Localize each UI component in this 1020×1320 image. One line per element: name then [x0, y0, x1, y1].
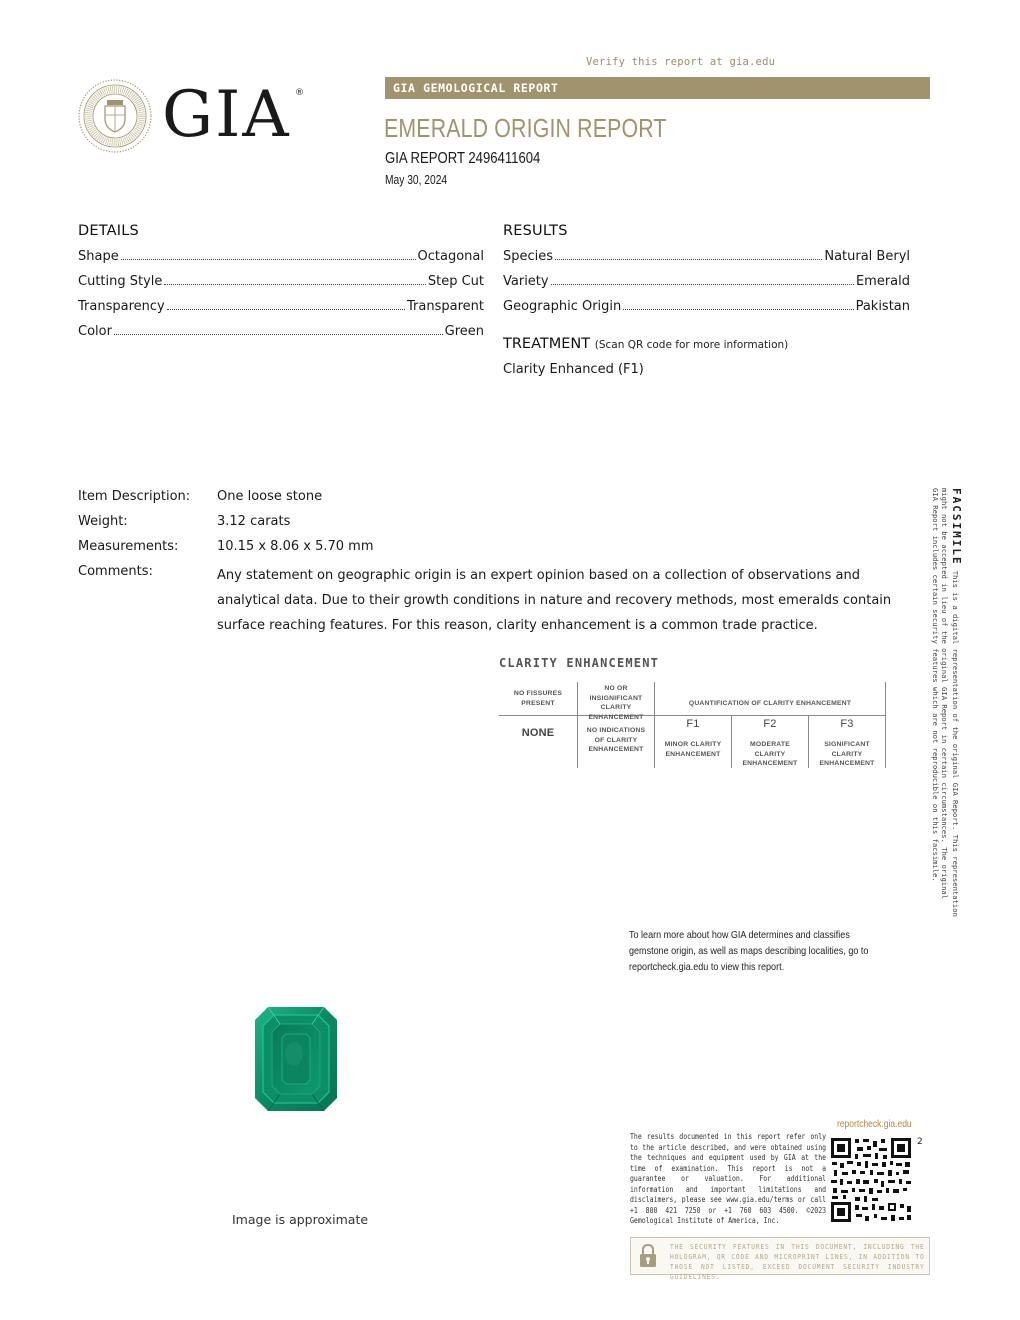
result-row-species — [503, 249, 910, 274]
grade-f1-desc: MINOR CLARITY ENHANCEMENT — [664, 741, 722, 758]
report-date: May 30, 2024 — [385, 173, 448, 187]
results-list — [503, 249, 910, 324]
security-notice-text: THE SECURITY FEATURES IN THIS DOCUMENT, INCLUDING THE HOLOGRAM, QR CODE AND MICROPRINT LINES, IN ADDITION TO THOSE NOT LISTED, EXCEED DOCUMENT SECURITY INDUSTRY GUIDELINES. — [670, 1242, 925, 1281]
details-list — [78, 249, 484, 349]
detail-value: Green — [444, 324, 484, 339]
grade-f2-code: F2 — [763, 718, 777, 730]
treatment-value: Clarity Enhanced (F1) — [503, 362, 644, 377]
verify-text: Verify this report at gia.edu — [586, 56, 776, 68]
weight-label: Weight: — [78, 514, 128, 529]
gia-wordmark: GIA — [162, 78, 291, 152]
quant-header: QUANTIFICATION OF CLARITY ENHANCEMENT — [688, 700, 852, 707]
clarity-chart-title: CLARITY ENHANCEMENT — [499, 656, 660, 670]
lock-icon — [638, 1243, 658, 1269]
treatment-heading — [503, 336, 788, 352]
col1-header: NO FISSURES PRESENT — [513, 690, 563, 707]
detail-row-color — [78, 324, 484, 349]
facsimile-title: FACSIMILE — [950, 488, 963, 566]
facsimile-notice — [931, 488, 968, 917]
registered-mark: ® — [295, 88, 304, 98]
facsimile-line-1: This is a digital representation of the original GIA Report. This representation — [951, 570, 960, 917]
item-description-label: Item Description: — [78, 489, 191, 504]
col2-value: NO INDICATIONS OF CLARITY ENHANCEMENT — [586, 727, 646, 753]
detail-value: Transparent — [407, 299, 484, 314]
grade-f3-code: F3 — [840, 718, 854, 730]
detail-row-shape — [78, 249, 484, 274]
col2-header: NO OR INSIGNIFICANT CLARITY ENHANCEMENT — [588, 685, 644, 721]
report-title: EMERALD ORIGIN REPORT — [384, 113, 667, 143]
treatment-title: TREATMENT — [503, 336, 591, 352]
detail-label: Color — [78, 324, 112, 339]
detail-value: Octagonal — [417, 249, 484, 264]
clarity-chart — [499, 682, 886, 768]
treatment-note: (Scan QR code for more information) — [594, 339, 789, 351]
emerald-image — [254, 1006, 338, 1112]
report-number: GIA REPORT 2496411604 — [385, 150, 541, 167]
comments-value: Any statement on geographic origin is an expert opinion based on a collection of observations and analytical data. Due to their growth conditions in nature and recovery methods, most emeralds contain surface reaching features. For this reason, clarity enhancement is a common trade practice. — [217, 568, 892, 633]
qr-code[interactable] — [830, 1137, 912, 1223]
details-title: DETAILS — [78, 223, 139, 239]
grade-f1-code: F1 — [686, 718, 700, 730]
col1-value: NONE — [521, 727, 555, 739]
detail-row-cutting-style — [78, 274, 484, 299]
facsimile-line-2: might not be accepted in lieu of the original GIA Report in certain circumstances. The original — [940, 488, 949, 900]
item-description-value: One loose stone — [217, 489, 323, 504]
result-value: Pakistan — [855, 299, 910, 314]
result-row-geographic-origin — [503, 299, 910, 324]
result-label: Geographic Origin — [503, 299, 622, 314]
result-label: Variety — [503, 274, 549, 289]
result-value: Natural Beryl — [824, 249, 910, 264]
result-value: Emerald — [855, 274, 910, 289]
qr-page-number: 2 — [917, 1137, 923, 1147]
results-title: RESULTS — [503, 223, 568, 239]
measurements-label: Measurements: — [78, 539, 179, 554]
disclaimer-text: The results documented in this report refer only to the article described, and were obtained using the techniques and equipment used by GIA at the time of examination. This report is not a guarantee or valuation. For additional information and important limitations and disclaimers, please see www.gia.edu/terms or call +1 800 421 7250 or +1 760 603 4500. ©2023 Gemological Institute of America, Inc. — [630, 1132, 827, 1225]
detail-label: Shape — [78, 249, 119, 264]
detail-label: Cutting Style — [78, 274, 163, 289]
detail-value: Step Cut — [427, 274, 484, 289]
report-band-label: GIA GEMOLOGICAL REPORT — [393, 81, 559, 95]
result-row-variety — [503, 274, 910, 299]
measurements-value: 10.15 x 8.06 x 5.70 mm — [217, 539, 374, 554]
gia-seal-logo — [78, 79, 152, 153]
detail-row-transparency — [78, 299, 484, 324]
grade-f2-desc: MODERATE CLARITY ENHANCEMENT — [742, 741, 798, 767]
grade-f3-desc: SIGNIFICANT CLARITY ENHANCEMENT — [819, 741, 875, 767]
reportcheck-link[interactable]: reportcheck.gia.edu — [837, 1119, 912, 1130]
detail-label: Transparency — [78, 299, 165, 314]
facsimile-line-3: GIA Report includes certain security features which are not reproducible on this facsimile. — [931, 488, 940, 882]
image-caption: Image is approximate — [232, 1212, 369, 1227]
comments-label: Comments: — [78, 564, 153, 579]
result-label: Species — [503, 249, 554, 264]
learn-more-text: To learn more about how GIA determines and classifies gemstone origin, as well as maps describing localities, go to reportcheck.gia.edu to view this report. — [629, 929, 869, 973]
weight-value: 3.12 carats — [217, 514, 291, 529]
